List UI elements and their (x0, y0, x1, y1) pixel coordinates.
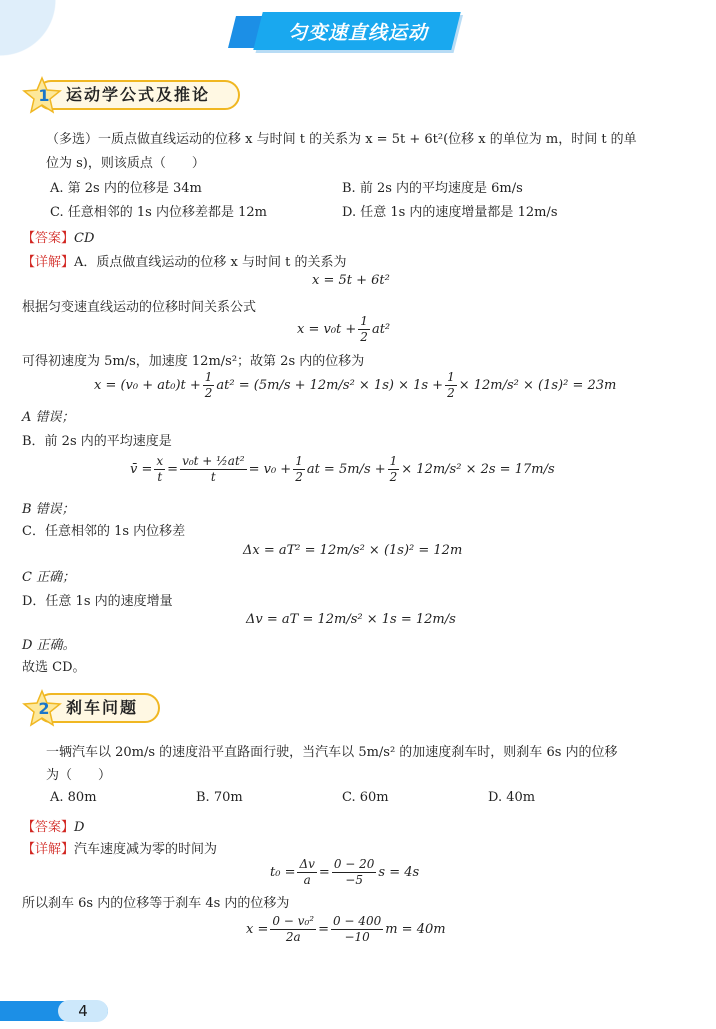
answer-value: CD (74, 231, 95, 246)
q2-option-d: D. 40m (488, 790, 536, 805)
detail-tag: 【详解】 (22, 255, 75, 270)
q1-eq3: x = (v₀ + at₀)t + $\frac{1}{2}$ at² = (5m/s + 12m/s² × 1s) × 1s + $\frac{1}{2}$ × 12m/s² × (1s)² = 23m (94, 370, 617, 400)
q1-detail-intro: 【详解】A．质点做直线运动的位移 x 与时间 t 的关系为 (22, 255, 347, 270)
answer-tag: 【答案】 (22, 231, 75, 246)
q2-answer (22, 816, 84, 835)
q2-option-a: A. 80m (50, 790, 97, 805)
q1-eq5: Δx = aT² = 12m/s² × (1s)² = 12m (243, 543, 463, 558)
section-title: 运动学公式及推论 (66, 85, 211, 104)
q1-option-b: B. 前 2s 内的平均速度是 6m/s (342, 181, 523, 196)
q1-eq2: x = v₀t + $\frac{1}{2}$ at² (297, 314, 391, 344)
q1-option-d: D. 任意 1s 内的速度增量都是 12m/s (342, 205, 558, 220)
corner-decoration (0, 0, 60, 80)
q1-d-intro: D．任意 1s 内的速度增量 (22, 594, 173, 609)
q1-d-right: D 正确。 (22, 638, 76, 653)
q1-b-wrong: B 错误； (22, 502, 75, 517)
q2-stem-line1: 一辆汽车以 20m/s 的速度沿平直路面行驶，当汽车以 5m/s² 的加速度刹车时，则刹车 6s 内的位移 (46, 745, 618, 760)
section-number: 2 (38, 699, 50, 718)
section-1-header (22, 76, 240, 110)
q1-eq1: x = 5t + 6t² (312, 273, 390, 288)
page-title: 匀变速直线运动 (287, 22, 428, 44)
q1-eq6: Δv = aT = 12m/s² × 1s = 12m/s (246, 612, 456, 627)
page-number: 4 (58, 1000, 108, 1022)
page-title-banner (232, 12, 457, 52)
q1-text-accel: 可得初速度为 5m/s，加速度 12m/s²；故第 2s 内的位移为 (22, 354, 365, 369)
q2-eq1: t₀ = $\frac{\Delta v}{a}$ = $\frac{0 - 20}{-5}$ s = 4s (270, 857, 420, 887)
q2-stem-line2: 为（ ） (46, 768, 112, 783)
q2-text2: 所以刹车 6s 内的位移等于刹车 4s 内的位移为 (22, 896, 290, 911)
q2-eq2: x = $\frac{\text{0 − v₀²}}{2a}$ = $\frac{0 - 400}{-10}$ m = 40m (246, 914, 446, 944)
q2-option-b: B. 70m (196, 790, 243, 805)
answer-tag: 【答案】 (22, 820, 75, 835)
detail-tag: 【详解】 (22, 842, 75, 857)
answer-value: D (74, 820, 85, 835)
q1-option-a: A. 第 2s 内的位移是 34m (50, 181, 202, 196)
q1-c-intro: C．任意相邻的 1s 内位移差 (22, 524, 186, 539)
q1-text-law: 根据匀变速直线运动的位移时间关系公式 (22, 300, 257, 315)
q1-eq4: v̄ = $\frac{x}{t}$ = $\frac{\text{v₀t + ½at²}}{t}$ = v₀ + $\frac{1}{2}$ at = 5m/s + $\frac{1}{2}$ × 12m/s² × 2s = 17m/s (130, 454, 555, 484)
section-number: 1 (38, 86, 50, 105)
section-2-header (22, 689, 162, 723)
q1-a-wrong: A 错误； (22, 410, 75, 425)
q1-stem-line2: 位为 s)，则该质点（ ） (46, 156, 205, 171)
q1-stem-line1: （多选）一质点做直线运动的位移 x 与时间 t 的关系为 x = 5t + 6t²(位移 x 的单位为 m，时间 t 的单 (46, 132, 637, 147)
q2-option-c: C. 60m (342, 790, 389, 805)
q1-c-right: C 正确； (22, 570, 76, 585)
q2-detail-intro: 【详解】汽车速度减为零的时间为 (22, 842, 218, 857)
q1-conclusion: 故选 CD。 (22, 660, 86, 675)
section-title: 刹车问题 (66, 698, 139, 717)
q1-answer (22, 227, 94, 246)
q1-b-intro: B．前 2s 内的平均速度是 (22, 434, 172, 449)
q1-option-c: C. 任意相邻的 1s 内位移差都是 12m (50, 205, 267, 220)
